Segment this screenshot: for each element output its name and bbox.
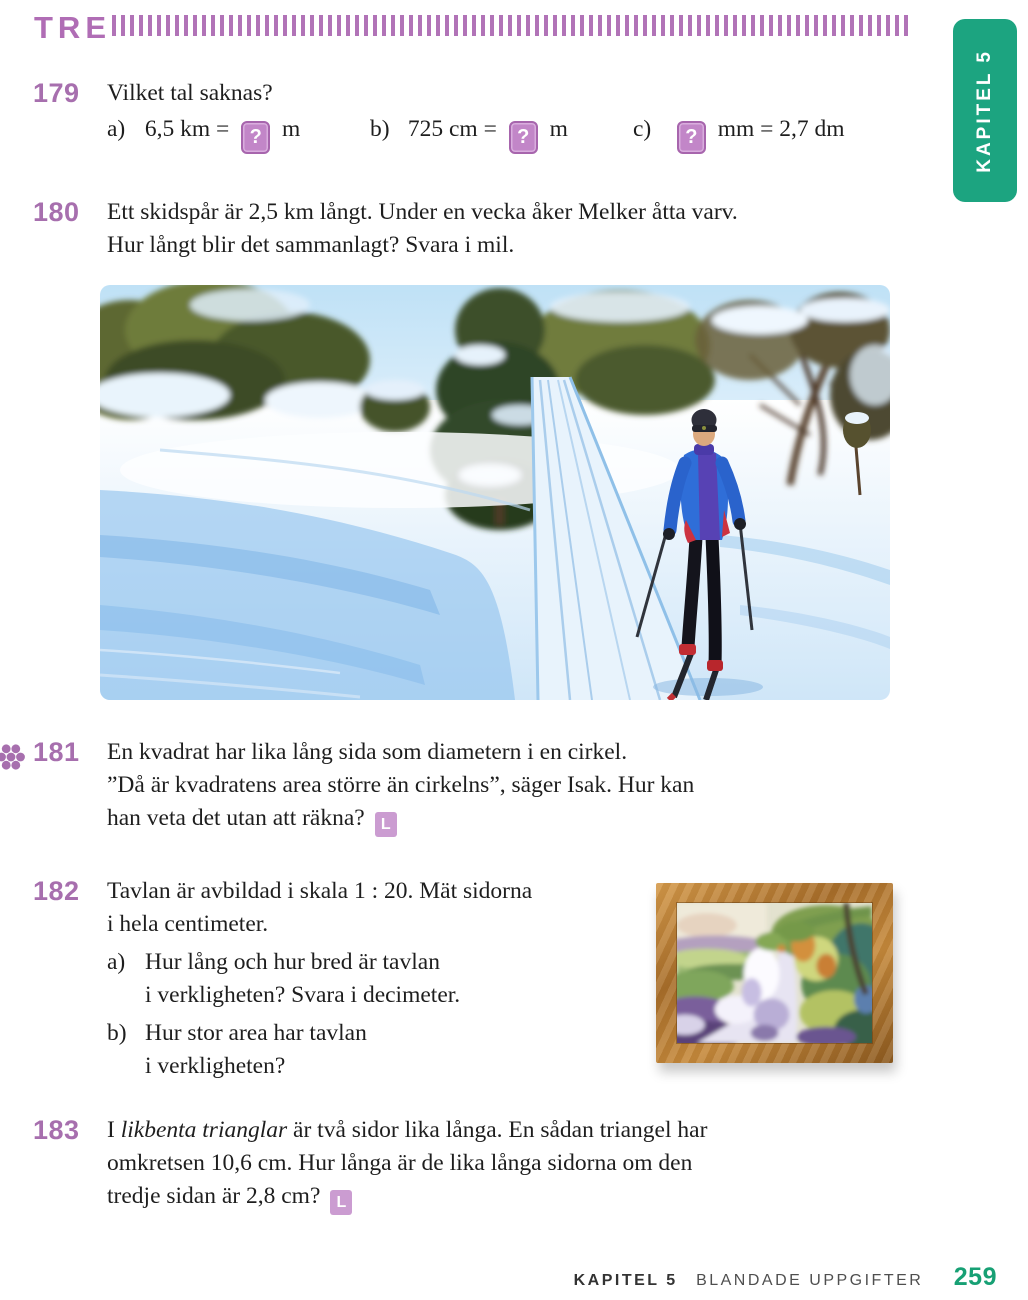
exercise-number: 179 xyxy=(33,78,80,108)
skier-photo xyxy=(100,285,890,700)
part-text xyxy=(145,1017,367,1083)
text-line: Ett skidspår är 2,5 km långt. Under en vecka åker Melker åtta varv. xyxy=(107,199,738,225)
painting-frame xyxy=(656,883,893,1063)
part-text: 725 cm = xyxy=(407,116,497,142)
part-label: c) xyxy=(633,116,652,142)
skier-photo-illustration xyxy=(100,285,890,700)
exercise-number: 181 xyxy=(33,737,80,767)
text-line xyxy=(107,1180,907,1215)
text-segment: är två sidor lika långa. En sådan triangel har xyxy=(287,1117,708,1143)
part-unit: m xyxy=(549,116,568,142)
part-a xyxy=(107,116,300,154)
exercise-text xyxy=(107,196,907,262)
footer-section: BLANDADE UPPGIFTER xyxy=(696,1272,924,1289)
exercise-question: Vilket tal saknas? xyxy=(107,80,273,106)
footer-chapter: KAPITEL 5 xyxy=(573,1272,678,1289)
sub-part-b xyxy=(107,1017,647,1083)
exercise-number: 182 xyxy=(33,876,80,906)
painting-canvas xyxy=(677,903,872,1043)
text-line: i hela centimeter. xyxy=(107,911,269,937)
exercise-number: 183 xyxy=(33,1115,80,1145)
text-line: i verkligheten? Svara i decimeter. xyxy=(145,982,461,1008)
problem-solving-dots-icon xyxy=(0,740,28,774)
page-number: 259 xyxy=(953,1263,997,1291)
text-line: ”Då är kvadratens area större än cirkelns”, säger Isak. Hur kan xyxy=(107,772,695,798)
part-label: a) xyxy=(107,116,126,142)
missing-number-badge: ? xyxy=(677,121,706,154)
chapter-tab xyxy=(953,19,1017,202)
text-segment: I xyxy=(107,1117,121,1143)
text-line: Hur lång och hur bred är tavlan xyxy=(145,949,440,975)
text-segment: han veta det utan att räkna? xyxy=(107,805,365,831)
text-line: Tavlan är avbildad i skala 1 : 20. Mät sidorna xyxy=(107,878,533,904)
text-segment: tredje sidan är 2,8 cm? xyxy=(107,1183,321,1209)
part-text xyxy=(145,946,460,1012)
part-label: a) xyxy=(107,949,126,975)
italic-term: likbenta trianglar xyxy=(120,1117,288,1143)
section-title: TRE xyxy=(34,10,111,45)
sub-part-a xyxy=(107,946,647,1012)
part-label: b) xyxy=(107,1020,127,1046)
exercise-text xyxy=(107,736,907,837)
page-footer xyxy=(0,1263,997,1292)
exercise-text xyxy=(107,875,647,1083)
hint-l-badge: L xyxy=(375,812,397,837)
text-line: i verkligheten? xyxy=(145,1053,286,1079)
header-bars-decoration xyxy=(112,15,909,36)
exercise-179-parts xyxy=(107,116,937,156)
painting-illustration xyxy=(677,903,872,1043)
missing-number-badge: ? xyxy=(509,121,538,154)
part-text: 6,5 km = xyxy=(144,116,230,142)
exercise-text xyxy=(107,1114,907,1215)
part-unit: mm = 2,7 dm xyxy=(717,116,845,142)
part-b xyxy=(370,116,568,154)
exercise-number: 180 xyxy=(33,197,80,227)
hint-l-badge: L xyxy=(330,1190,352,1215)
text-line xyxy=(107,802,907,837)
text-line: Hur stor area har tavlan xyxy=(145,1020,367,1046)
text-line: omkretsen 10,6 cm. Hur långa är de lika långa sidorna om den xyxy=(107,1150,693,1176)
part-label: b) xyxy=(370,116,390,142)
text-line: En kvadrat har lika lång sida som diametern i en cirkel. xyxy=(107,739,628,765)
missing-number-badge: ? xyxy=(241,121,270,154)
chapter-tab-label: KAPITEL 5 xyxy=(974,48,995,173)
text-line: Hur långt blir det sammanlagt? Svara i mil. xyxy=(107,232,515,258)
part-c xyxy=(633,116,845,154)
part-unit: m xyxy=(282,116,301,142)
text-line xyxy=(107,1114,907,1147)
